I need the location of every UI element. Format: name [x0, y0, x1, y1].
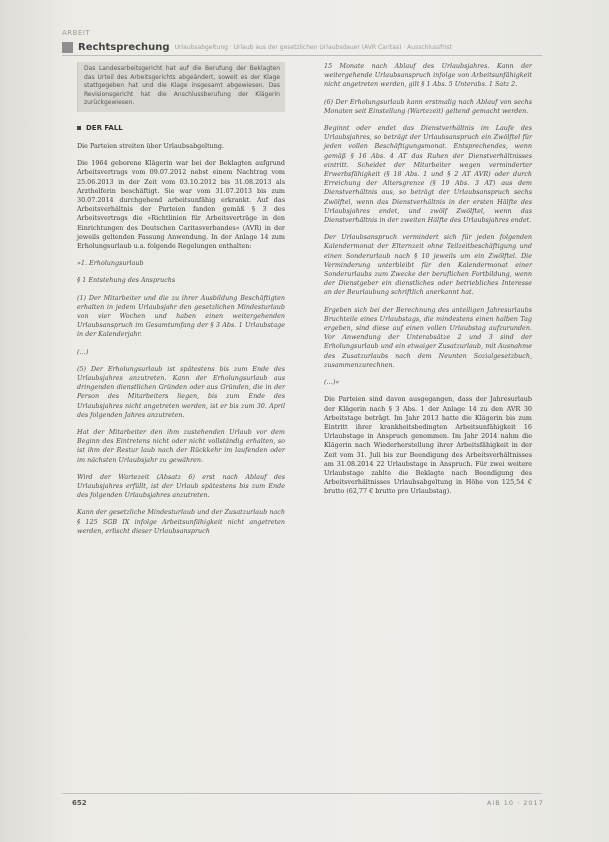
journal-issue: AiB 10 · 2017 [487, 799, 544, 807]
section-tag: ARBEIT [62, 29, 91, 37]
quote-heading: § 1 Entstehung des Anspruchs [77, 276, 176, 285]
section-heading-text: DER FALL [86, 123, 123, 132]
paragraph: Die Parteien sind davon ausgegangen, dass der Jahresurlaub der Klägerin nach § 3 Abs. 1 der Anlage 14 zu den AVR 30 Arbeitstage beträgt. Im Jahr 2013 hatte die Klägerin bis zum Eintritt ihrer krankheitsbedingten Arbeitsunfähigkeit 16 Urlaubstage in Anspruch genommen. Im Jahr 2014 nahm die Klägerin nach Wiederherstellung ihrer Arbeitsfähigkeit in der Zeit vom 31. Juli bis zur Beendigung des Arbeitsverhältnisses am 31.08.2014 22 Urlaubstage in Anspruch. Für zwei weitere Urlaubstage zahlte die Beklagte nach Beendigung des Arbeitsverhältnisses Urlaubsabgeltung in Höhe von 125,54 € brutto (62,77 € brutto pro Urlaubstag). [324, 395, 532, 496]
quote-paragraph: Ergeben sich bei der Berechnung des anteiligen Jahresurlaubs Bruchteile eines Urlaubstags, die mindestens einen halben Tag ergeben, sind diese auf einen vollen Urlaubstag aufzurunden. Vor Anwendung der Unterabsätze 2 und 3 sind der Erholungsurlaub und ein etwaiger Zusatzurlaub, mit Ausnahme des Zusatzurlaubs nach dem Neunten Sozialgesetzbuch, zusammenzurechnen. [324, 305, 532, 369]
paragraph: Die 1964 geborene Klägerin war bei der Beklagten aufgrund Arbeitsvertrags vom 09.07.2012 nebst einem Nachtrag vom 25.06.2013 in der Zeit vom 03.10.2012 bis 31.08.2013 als Arzthelferin beschäftigt. Sie war vom 31.07.2013 bis zum 30.07.2014 durchgehend arbeitsunfähig erkrankt. Auf das Arbeitsverhältnis der Parteien fanden gemäß § 3 des Arbeitsvertrags die »Richtlinien für Arbeitsverträge in den Einrichtungen des Deutschen Caritasverbandes« (AVR) in der jeweils geltenden Fassung Anwendung. In der Anlage 14 zum Erholungsurlaub u.a. folgende Regelungen enthalten: [77, 159, 285, 250]
header-square-icon [62, 42, 73, 53]
quote-ellipsis: (…)« [324, 378, 340, 387]
page-header [62, 40, 542, 54]
header-rule [62, 55, 542, 56]
right-column [324, 62, 532, 505]
quote-paragraph: Hat der Mitarbeiter den ihm zustehenden Urlaub vor dem Beginn des Eintretens nicht oder nicht vollständig erhalten, so ist ihm der Restur laub nach der Rückkehr im laufenden oder im nächsten Urlaubsjahr zu gewähren. [77, 428, 285, 464]
header-title: Rechtsprechung [78, 41, 170, 53]
summary-text: Das Landesarbeitsgericht hat auf die Berufung der Beklagten das Urteil des Arbeitsgerichts abgeändert, soweit es der Klage stattgegeben hat und die Klage insgesamt abgewiesen. Das Revisionsgericht hat die Anschlussberufung der Klägerin zurückgewiesen. [84, 65, 280, 107]
quote-paragraph: Der Urlaubsanspruch vermindert sich für jeden folgenden Kalendermonat der Elternzeit ohne Teilzeitbeschäftigung und einen Sonderurlaub nach § 10 jeweils um ein Zwölftel. Die Verminderung unterbleibt für den Kalendermonat einer Sonderurlaubs zum Zwecke der beruflichen Fortbildung, wenn der Dienstgeber ein dienstliches oder betriebliches Interesse an der Beurlaubung schriftlich anerkannt hat. [324, 233, 532, 297]
quote-ellipsis: (…) [77, 347, 89, 356]
quote-paragraph: Beginnt oder endet das Dienstverhältnis im Laufe des Urlaubsjahres, so beträgt der Urlaubsanspruch ein Zwölftel für jeden vollen Beschäftigungsmonat. Entsprechendes, wenn gemäß § 16 Abs. 4 AT das Ruhen der Dienstverhältnisses eintritt. Scheidet der Mitarbeiter wegen verminderter Erwerbsfähigkeit (§ 18 Abs. 1 und § 2 AT AVR) oder durch Erreichung der Altersgrenze (§ 19 Abs. 3 AT) aus dem Dienstverhältnis aus, so beträgt der Urlaubsanspruch sechs Zwölftel, wenn das Dienstverhältnis in der ersten Hälfte des Urlaubsjahres endet, und zwölf Zwölftel, wenn das Dienstverhältnis in der zweiten Hälfte des Urlaubsjahres endet. [324, 124, 532, 225]
page-number: 652 [72, 799, 87, 807]
header-subtitle: Urlaubsabgeltung · Urlaub aus der gesetzlichen Urlaubsdauer (AVR Caritas) · Ausschlussfrist [174, 43, 452, 51]
quote-paragraph: (1) Der Mitarbeiter und die zu ihrer Ausbildung Beschäftigten erhalten in jedem Urlaubsjahr den gesetzlichen Mindesturlaub von vier Wochen und haben einen weitergehenden Urlaubsanspruch im Gesamtumfang der § 3 Abs. 1 Urlaubstage in der Kalenderjahr. [77, 293, 285, 339]
left-column [77, 62, 285, 544]
quote-paragraph: 15 Monate nach Ablauf des Urlaubsjahres. Kann der weitergehende Urlaubsanspruch infolge von Arbeitsunfähigkeit nicht angetreten werden, gilt § 1 Abs. 5 Unterabs. 1 Satz 2. [324, 62, 532, 89]
section-heading [77, 124, 285, 132]
quote-paragraph: (6) Der Erholungsurlaub kann erstmalig nach Ablauf von sechs Monaten seit Einstellung (Wartezeit) geltend gemacht werden. [324, 97, 532, 115]
quote-paragraph: (5) Der Erholungsurlaub ist spätestens bis zum Ende des Urlaubsjahres anzutreten. Kann der Erholungsurlaub aus dringenden dienstlichen Gründen oder aus Gründen, die in der Person des Mitarbeiters liegen, bis zum Ende des Urlaubsjahres nicht angetreten werden, ist er bis zum 30. April des folgenden Jahres anzutreten. [77, 364, 285, 419]
quote-paragraph: Wird der Wartezeit (Absatz 6) erst nach Ablauf des Urlaubsjahres erfüllt, ist der Urlaub spätestens bis zum Ende des folgenden Urlaubsjahres anzutreten. [77, 472, 285, 500]
quote-paragraph: Kann der gesetzliche Mindesturlaub und der Zusatzurlaub nach § 125 SGB IX infolge Arbeitsunfähigkeit nicht angetreten werden, erlischt dieser Urlaubsanspruch [77, 508, 285, 535]
footer-rule [62, 793, 542, 794]
quote-heading: »1. Erholungsurlaub [77, 259, 144, 268]
paragraph: Die Parteien streiten über Urlaubsabgeltung. [77, 141, 225, 150]
summary-box [77, 62, 285, 112]
bullet-square-icon [77, 126, 81, 130]
